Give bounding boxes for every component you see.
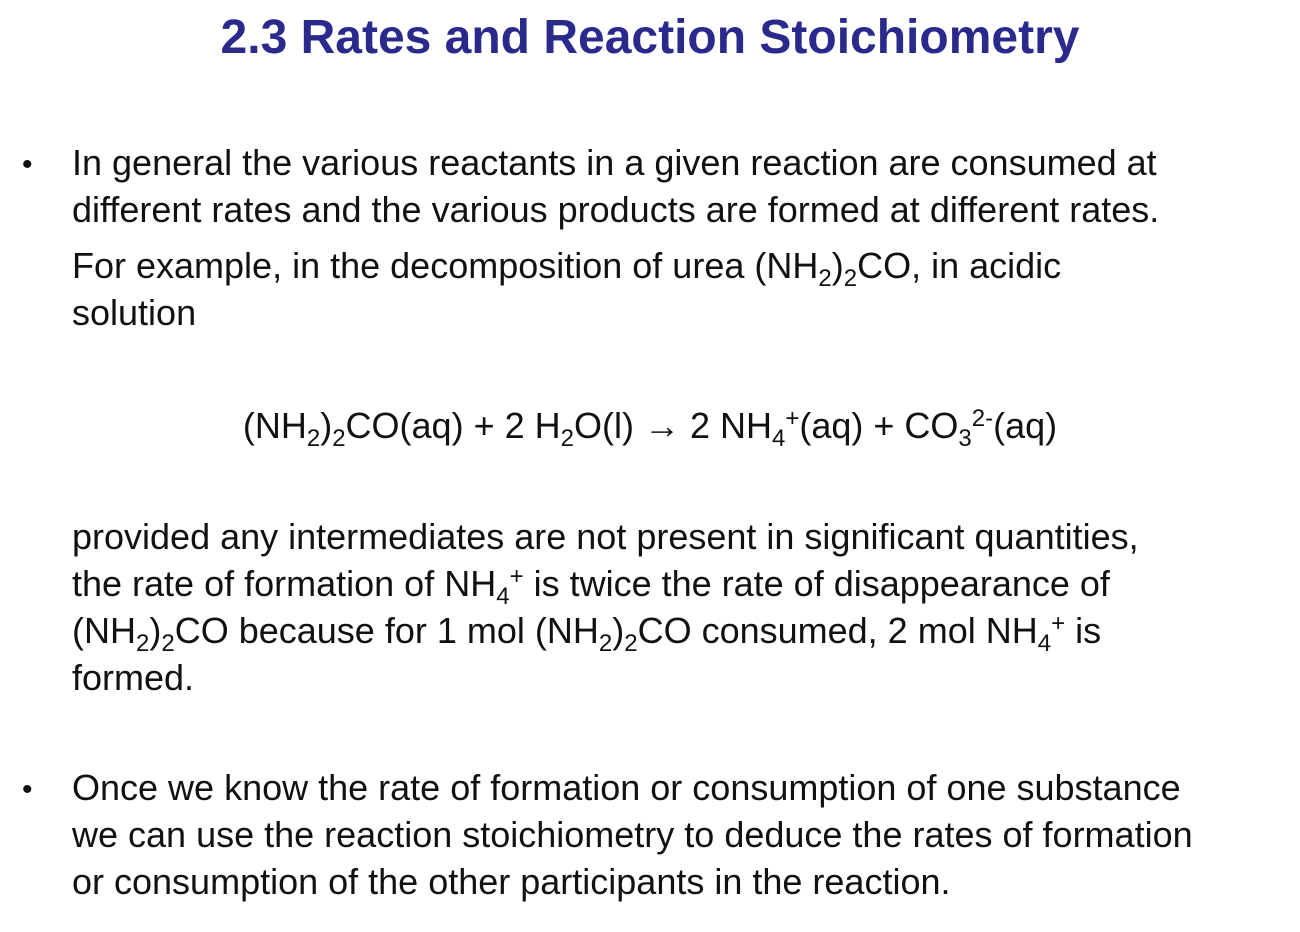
text-line: Once we know the rate of formation or consumption of one substance (72, 767, 1181, 808)
text-line: solution (72, 292, 197, 333)
paragraph-stoichiometry (72, 764, 1287, 905)
bullet-marker: • (22, 773, 33, 806)
text-line: For example, in the decomposition of urea $(NH_2)_2CO$, in acidic (72, 245, 1062, 292)
arrow-icon: → (643, 405, 680, 446)
text-line: the rate of formation of $NH_4^+$ is twice the rate of disappearance of (72, 563, 1110, 610)
text-line: different rates and the various products are formed at different rates. (72, 189, 1160, 230)
text-line: or consumption of the other participants in the reaction. (72, 861, 951, 902)
slide-title: 2.3 Rates and Reaction Stoichiometry (220, 11, 1080, 64)
text-line: provided any intermediates are not present in significant quantities, (72, 516, 1139, 557)
paragraph-general (72, 139, 1287, 233)
paragraph-example (72, 242, 1287, 336)
text-line: $(NH_2)_2CO$ because for 1 mol $(NH_2)_2CO$ consumed, 2 mol $NH_4^+$ is (72, 610, 1102, 657)
bullet-marker: • (22, 148, 33, 181)
text-line: formed. (72, 657, 195, 698)
text-line: In general the various reactants in a given reaction are consumed at (72, 142, 1157, 183)
reaction-equation: $(NH_2)_2CO(aq) + 2$ $H_2O(l) \to 2$ $NH_4^+(aq) + CO_3^{2-}(aq)$ (242, 405, 1058, 452)
paragraph-rate-relation (72, 513, 1287, 701)
text-line: we can use the reaction stoichiometry to deduce the rates of formation (72, 814, 1193, 855)
